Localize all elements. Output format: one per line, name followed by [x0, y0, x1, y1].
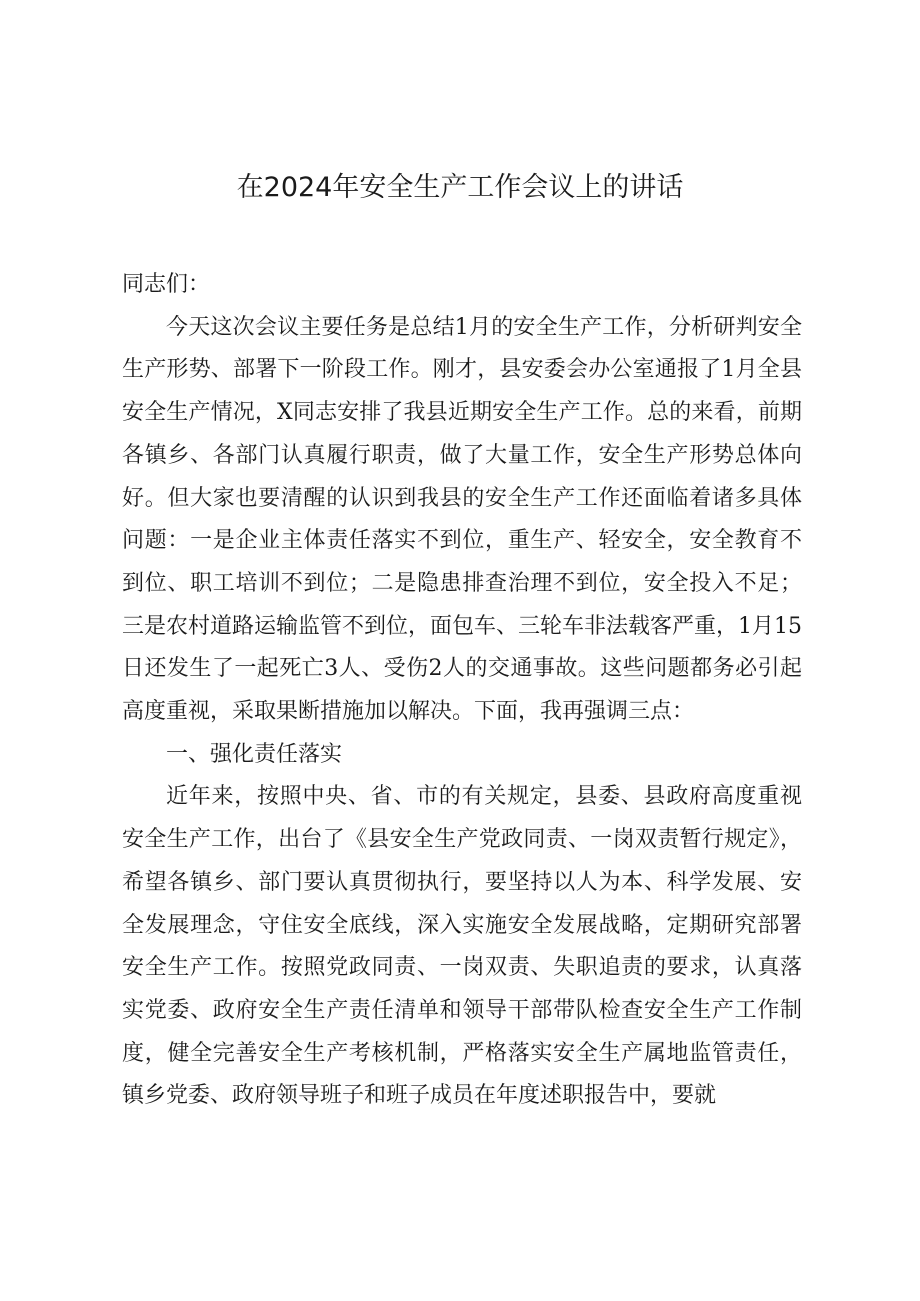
- section-heading: 一、强化责任落实: [166, 741, 343, 767]
- section-paragraph: 近年来，按照中央、省、市的有关规定，县委、县政府高度重视安全生产工作，出台了《县安全生产党政同责、一岗双责暂行规定》，希望各镇乡、部门要认真贯彻执行，要坚持以人为本、科学发展、安全发展理念，守住安全底线，深入实施安全发展战略，定期研究部署安全生产工作。按照党政同责、一岗双责、失职追责的要求，认真落实党委、政府安全生产责任清单和领导干部带队检查安全生产工作制度，健全完善安全生产考核机制，严格落实安全生产属地监管责任，镇乡党委、政府领导班子和班子成员在年度述职报告中，要就: [122, 784, 802, 1109]
- document-body: [122, 264, 802, 1118]
- salutation: 同志们：: [122, 272, 211, 297]
- document-title: 在2024年安全生产工作会议上的讲话: [236, 172, 684, 203]
- opening-paragraph: 今天这次会议主要任务是总结1月的安全生产工作，分析研判安全生产形势、部署下一阶段工作。刚才，县安委会办公室通报了1月全县安全生产情况，X同志安排了我县近期安全生产工作。总的来看，前期各镇乡、各部门认真履行职责，做了大量工作，安全生产形势总体向好。但大家也要清醒的认识到我县的安全生产工作还面临着诸多具体问题：一是企业主体责任落实不到位，重生产、轻安全，安全教育不到位、职工培训不到位；二是隐患排查治理不到位，安全投入不足；三是农村道路运输监管不到位，面包车、三轮车非法载客严重，1月15日还发生了一起死亡3人、受伤2人的交通事故。这些问题都务必引起高度重视，采取果断措施加以解决。下面，我再强调三点：: [122, 314, 802, 725]
